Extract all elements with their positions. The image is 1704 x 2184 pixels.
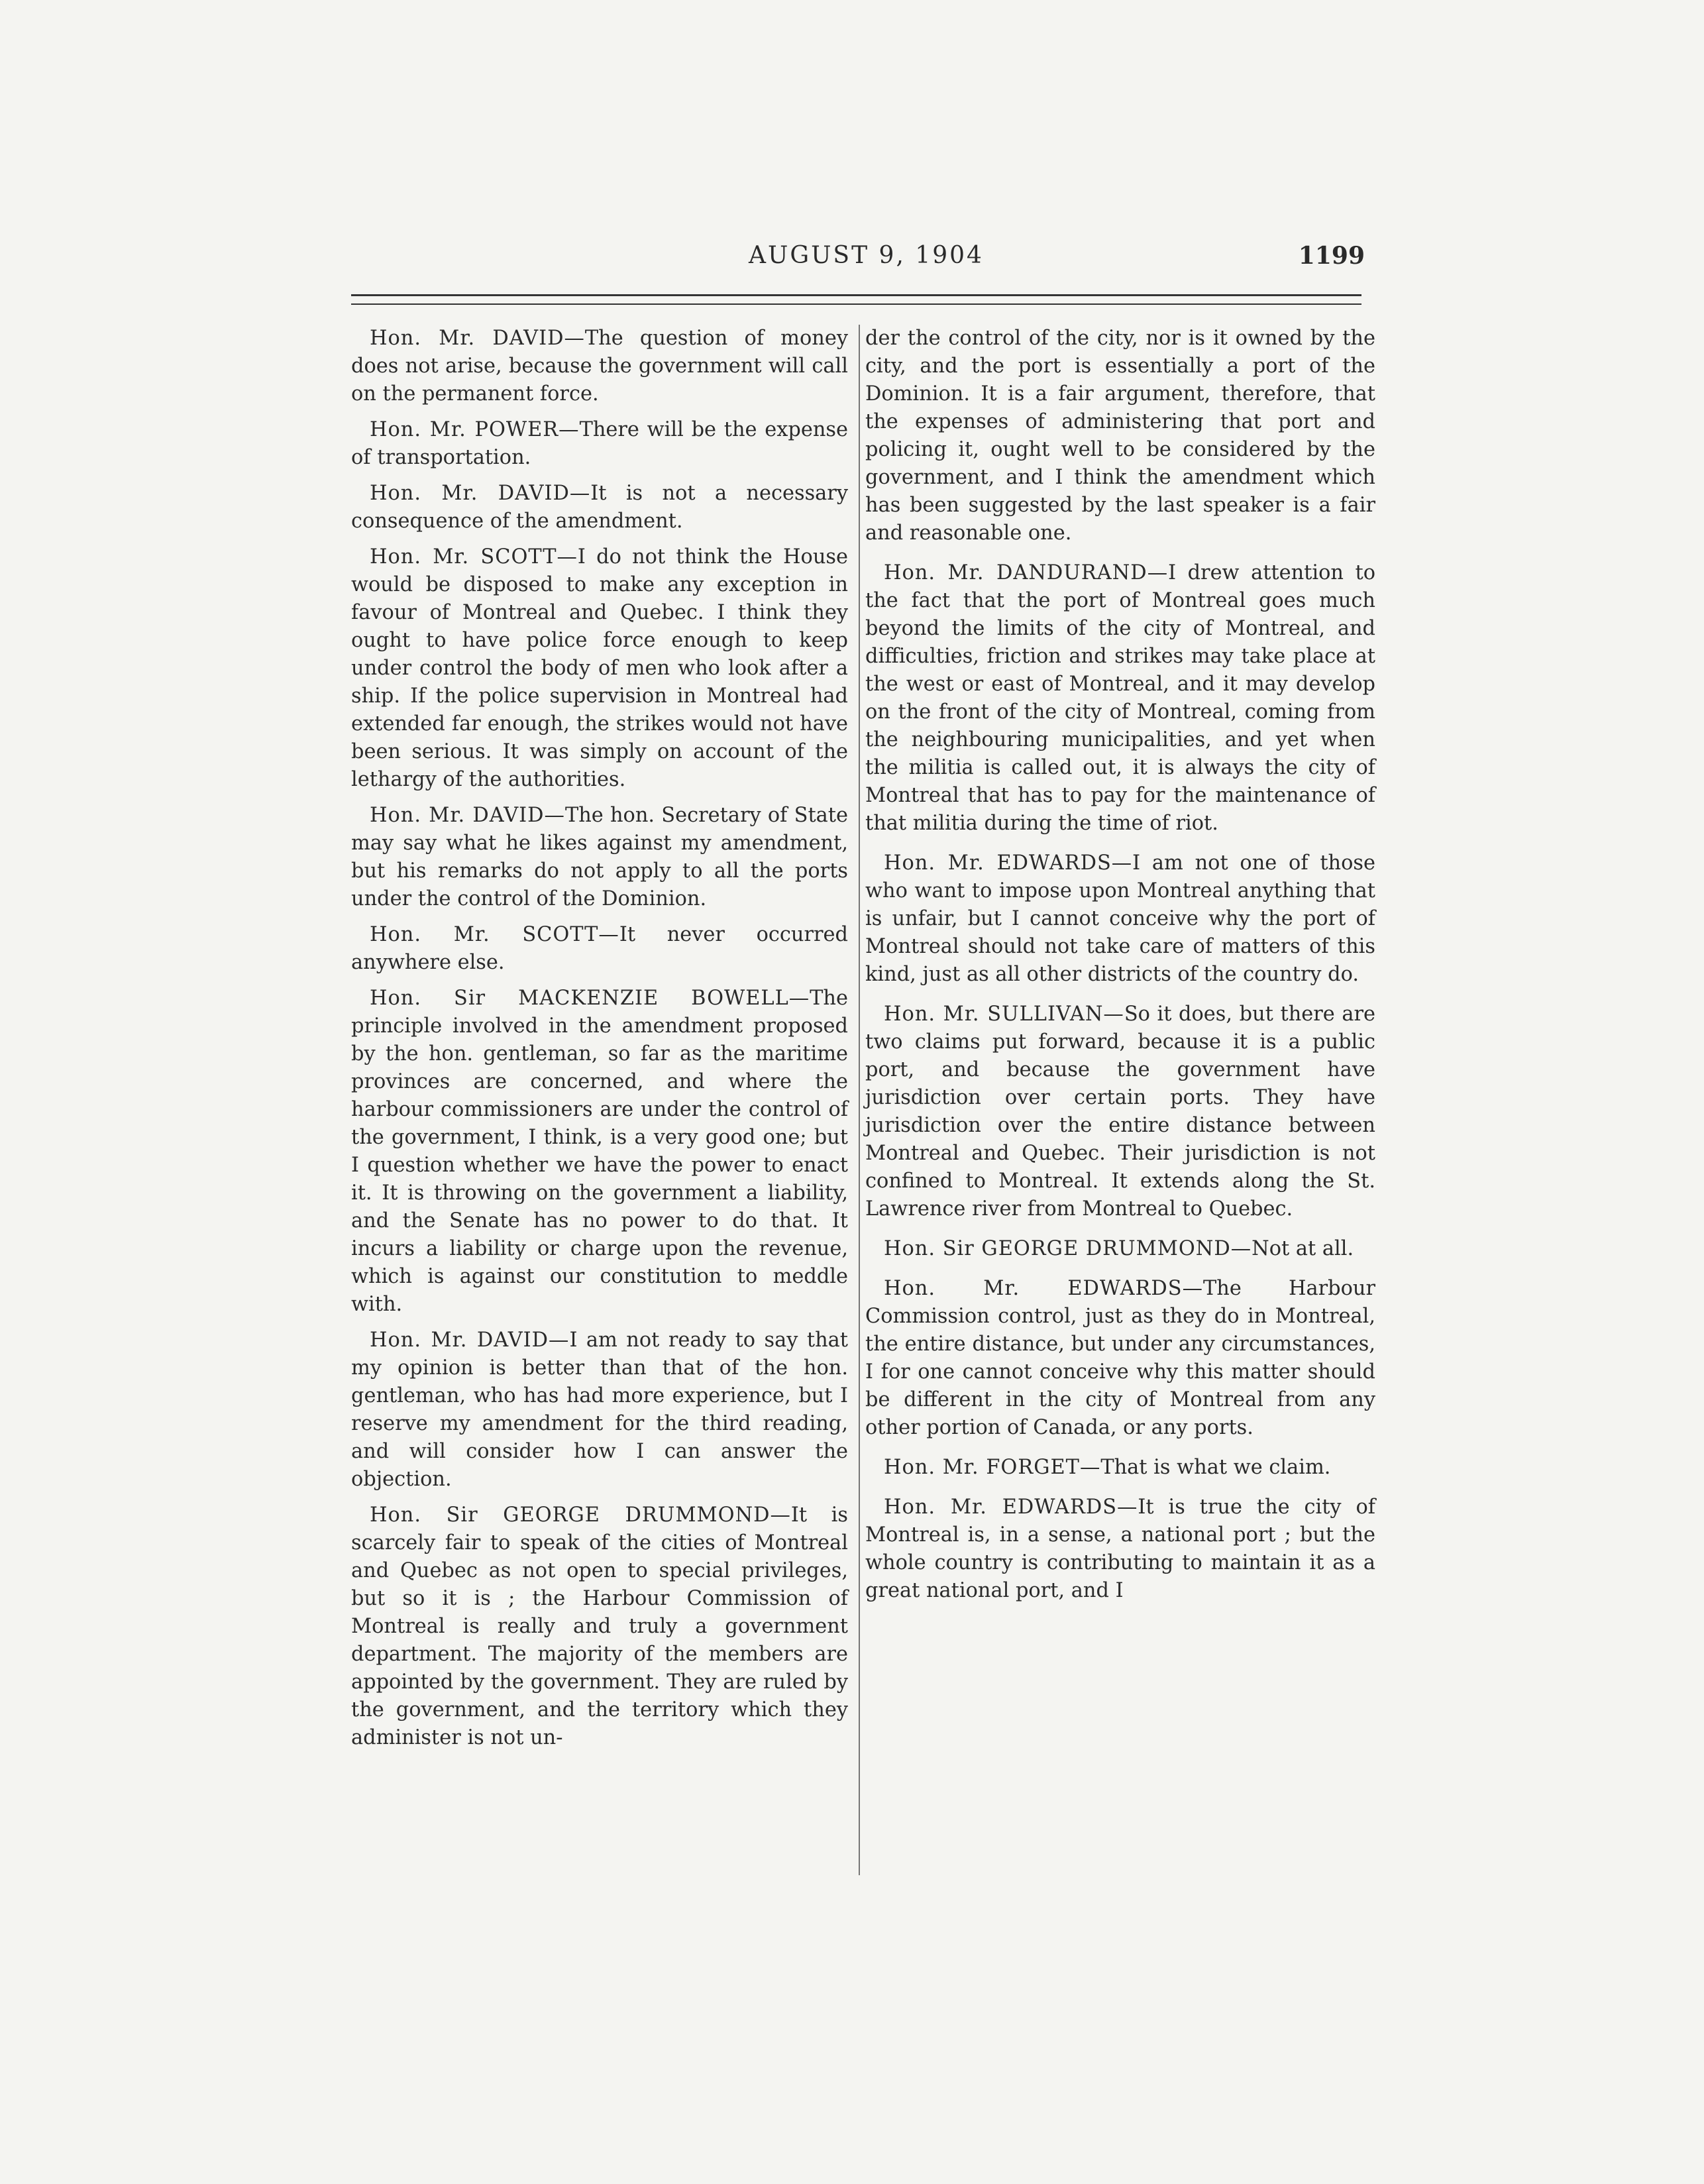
speaker-name: Hon. Mr. FORGET —: [865, 1456, 1100, 1479]
speech-text: I am not ready to say that my opinion is better than that of the hon. gentleman, who has had more experience, but I reserve my amendment for the third reading, and will consider how I can answer the objection.: [351, 1329, 849, 1491]
speech-paragraph: [351, 480, 848, 535]
speaker-name: Hon. Mr. SULLIVAN —: [865, 1003, 1124, 1026]
speaker-name: Hon. Mr. DAVID —: [351, 804, 565, 827]
speech-paragraph: [351, 1327, 848, 1494]
header-rule-top: [351, 294, 1361, 296]
speech-text: It is not a necessary consequence of the amendment.: [351, 482, 848, 533]
speaker-name: Hon. Mr. DAVID —: [351, 327, 585, 350]
speech-text: Not at all.: [1251, 1237, 1354, 1260]
speech-text: It is scarcely fair to speak of the cities of Montreal and Quebec as not open to special privileges, but so it is ; the Harbour Commission of Montreal is really and truly a government department. The majority of the members are appointed by the government. They are ruled by the government, and the territory which they administer is not un-: [351, 1503, 848, 1749]
left-column: [351, 325, 848, 1760]
speech-paragraph: [351, 325, 848, 408]
speech-paragraph: [351, 921, 848, 977]
speech-text: I do not think the House would be disposed to make any exception in favour of Montreal and Quebec. I think they ought to have police force enough to keep under control the body of men who look after a ship. If the police supervision in Montreal had extended far enough, the strikes would not have been serious. It was simply on account of the lethargy of the authorities.: [351, 545, 848, 791]
speech-text: So it does, but there are two claims put forward, because it is a public port, and because the government have jurisdiction over certain ports. They have jurisdiction over the entire distance between Montreal and Quebec. Their jurisdiction is not confined to Montreal. It extends along the St. Lawrence river from Montreal to Quebec.: [865, 1003, 1375, 1221]
speech-paragraph: [865, 1235, 1375, 1263]
speaker-name: Hon. Mr. EDWARDS —: [865, 1277, 1203, 1300]
speech-text: I drew attention to the fact that the port of Montreal goes much beyond the limits of the city of Montreal, and difficulties, friction and strikes may take place at the west or east of Montreal, and it may develop on the front of the city of Montreal, coming from the neighbouring municipalities, and yet when the militia is called out, it is always the city of Montreal that has to pay for the maintenance of that militia during the time of riot.: [865, 561, 1375, 835]
speaker-name: Hon. Sir GEORGE DRUMMOND —: [351, 1503, 791, 1527]
speaker-name: Hon. Mr. SCOTT —: [351, 923, 619, 946]
speaker-name: Hon. Mr. DAVID —: [351, 1329, 569, 1352]
page-number: 1199: [1298, 242, 1365, 270]
speaker-name: Hon. Mr. EDWARDS —: [865, 1496, 1138, 1519]
speaker-name: Hon. Sir GEORGE DRUMMOND —: [865, 1237, 1251, 1260]
speech-text: It is true the city of Montreal is, in a sense, a national port ; but the whole country is contributing to maintain it as a great national port, and I: [865, 1496, 1375, 1602]
speech-paragraph: [865, 1494, 1375, 1605]
speech-paragraph: [865, 1275, 1375, 1442]
speech-paragraph-continued: [865, 325, 1375, 547]
speech-text: The Harbour Commission control, just as they do in Montreal, the entire distance, but under any circumstances, I for one cannot conceive why this matter should be different in the city of Montreal from any other portion of Canada, or any ports.: [865, 1277, 1375, 1439]
speech-paragraph: [351, 802, 848, 913]
speech-paragraph: [865, 1001, 1375, 1223]
speech-text: That is what we claim.: [1100, 1456, 1331, 1479]
speech-text: The hon. Secretary of State may say what he likes against my amendment, but his remarks do not apply to all the ports under the control of the Dominion.: [351, 804, 848, 910]
speech-text: The question of money does not arise, because the government will call on the permanent force.: [351, 327, 849, 406]
column-divider: [859, 325, 860, 1875]
speech-paragraph: [865, 559, 1375, 838]
speaker-name: Hon. Mr. SCOTT —: [351, 545, 578, 569]
speech-text: The principle involved in the amendment proposed by the hon. gentleman, so far as the maritime provinces are concerned, and where the harbour commissioners are under the control of the government, I think, is a very good one; but I question whether we have the power to enact it. It is throwing on the government a liability, and the Senate has no power to do that. It incurs a liability or charge upon the revenue, which is against our constitution to meddle with.: [351, 987, 848, 1316]
speech-paragraph: [865, 1454, 1375, 1482]
speech-paragraph: [351, 543, 848, 794]
right-column: [865, 325, 1375, 1613]
speech-text: der the control of the city, nor is it owned by the city, and the port is essentially a port of the Dominion. It is a fair argument, therefore, that the expenses of administering that port and policing it, ought well to be considered by the government, and I think the amendment which has been suggested by the last speaker is a fair and reasonable one.: [865, 327, 1375, 545]
page-header: [351, 242, 1365, 282]
speech-paragraph: [351, 416, 848, 472]
speaker-name: Hon. Mr. DAVID —: [351, 482, 590, 505]
speaker-name: Hon. Mr. POWER —: [351, 418, 580, 441]
speaker-name: Hon. Sir MACKENZIE BOWELL —: [351, 987, 810, 1010]
speech-paragraph: [865, 849, 1375, 989]
speech-paragraph: [351, 1502, 848, 1752]
header-rule-bottom: [351, 303, 1361, 305]
speech-text: I am not one of those who want to impose upon Montreal anything that is unfair, but I cannot conceive why the port of Montreal should not take care of matters of this kind, just as all other districts of the country do.: [865, 851, 1375, 986]
speech-text: It never occurred anywhere else.: [351, 923, 848, 974]
speech-text: There will be the expense of transportation.: [351, 418, 848, 469]
page-date: AUGUST 9, 1904: [749, 242, 984, 269]
speech-paragraph: [351, 985, 848, 1319]
speaker-name: Hon. Mr. EDWARDS —: [865, 851, 1132, 875]
speaker-name: Hon. Mr. DANDURAND —: [865, 561, 1168, 584]
